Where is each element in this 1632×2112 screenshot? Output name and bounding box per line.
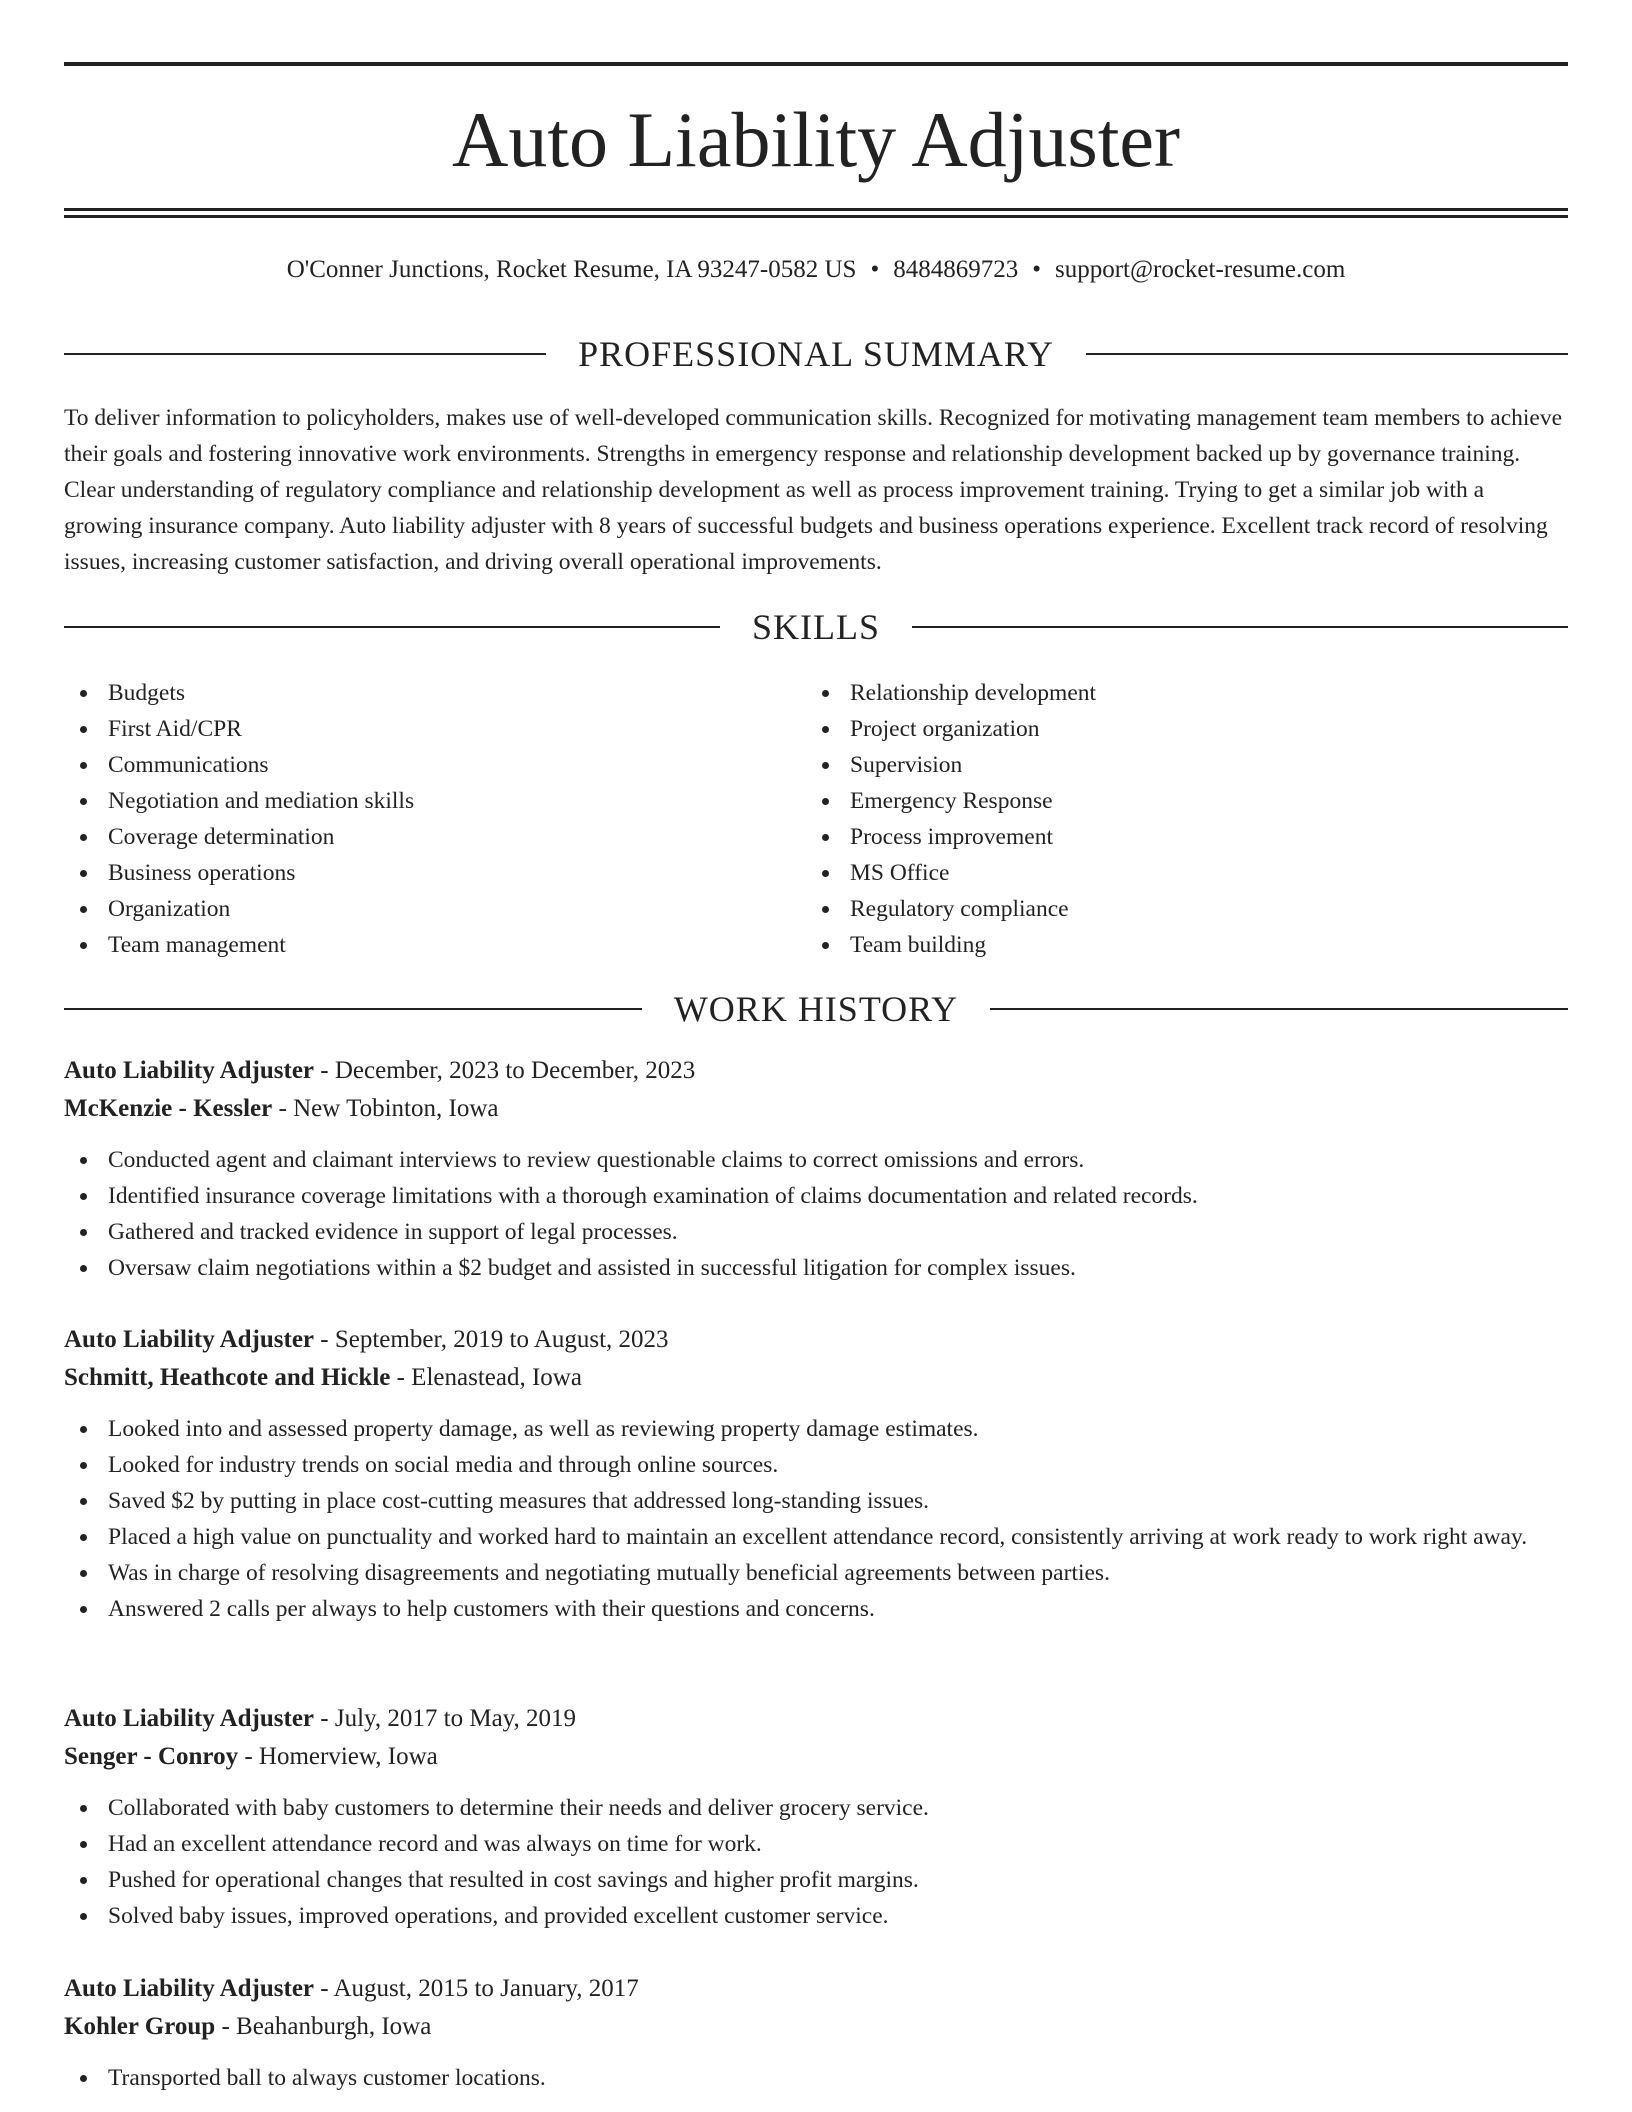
job-bullet: Looked into and assessed property damage, as well as reviewing property damage estimates. bbox=[64, 1411, 1568, 1447]
job-bullet: Saved $2 by putting in place cost-cutting measures that addressed long-standing issues. bbox=[64, 1483, 1568, 1519]
job-title: Auto Liability Adjuster bbox=[64, 1975, 315, 2002]
job-bullets bbox=[64, 1142, 1568, 1286]
job-entry bbox=[64, 1970, 1568, 2096]
contact-phone: 8484869723 bbox=[893, 256, 1019, 283]
skill-item: Coverage determination bbox=[64, 819, 804, 855]
skill-item: Budgets bbox=[64, 675, 804, 711]
skill-item: Team building bbox=[806, 927, 1546, 963]
contact-separator: • bbox=[870, 256, 880, 283]
job-bullet: Pushed for operational changes that resulted in cost savings and higher profit margins. bbox=[64, 1862, 1568, 1898]
title-rule-lower bbox=[64, 215, 1568, 218]
skill-item: Business operations bbox=[64, 855, 804, 891]
job-bullet: Conducted agent and claimant interviews to review questionable claims to correct omissions and errors. bbox=[64, 1142, 1568, 1178]
job-bullet: Identified insurance coverage limitations with a thorough examination of claims documentation and related records. bbox=[64, 1178, 1568, 1214]
summary-text: To deliver information to policyholders, makes use of well-developed communication skills. Recognized for motivating management team members to achieve their goals and fostering innovative work environments. Strengths in emergency response and relationship development backed up by governance training. Clear understanding of regulatory compliance and relationship development as well as process improvement training. Trying to get a similar job with a growing insurance company. Auto liability adjuster with 8 years of successful budgets and business operations experience. Excellent track record of resolving issues, increasing customer satisfaction, and driving overall operational improvements. bbox=[64, 405, 1563, 575]
skill-item: Communications bbox=[64, 747, 804, 783]
skill-item: Negotiation and mediation skills bbox=[64, 783, 804, 819]
work-heading-title: WORK HISTORY bbox=[673, 989, 959, 1029]
job-dates: - December, 2023 to December, 2023 bbox=[320, 1057, 696, 1084]
job-bullet: Solved baby issues, improved operations, and provided excellent customer service. bbox=[64, 1898, 1568, 1934]
job-title: Auto Liability Adjuster bbox=[64, 1057, 315, 1084]
job-location: - Homerview, Iowa bbox=[244, 1743, 438, 1770]
job-bullets bbox=[64, 1411, 1568, 1627]
work-heading bbox=[64, 987, 1568, 1031]
heading-rule-left bbox=[64, 1008, 642, 1010]
skill-item: Organization bbox=[64, 891, 804, 927]
contact-line bbox=[64, 252, 1568, 288]
skill-item: MS Office bbox=[806, 855, 1546, 891]
skill-item: Regulatory compliance bbox=[806, 891, 1546, 927]
job-bullet: Transported ball to always customer locations. bbox=[64, 2060, 1568, 2096]
job-company: McKenzie - Kessler bbox=[64, 1095, 273, 1122]
resume-title: Auto Liability Adjuster bbox=[452, 96, 1180, 183]
job-company-line bbox=[64, 2008, 1568, 2046]
job-title: Auto Liability Adjuster bbox=[64, 1705, 315, 1732]
skills-column-left bbox=[64, 675, 804, 963]
contact-address: O'Conner Junctions, Rocket Resume, IA 93247-0582 US bbox=[286, 256, 857, 283]
job-entry bbox=[64, 1321, 1568, 1627]
job-bullet: Gathered and tracked evidence in support of legal processes. bbox=[64, 1214, 1568, 1250]
top-rule bbox=[64, 62, 1568, 66]
heading-rule-left bbox=[64, 626, 720, 628]
skills-column-right bbox=[806, 675, 1546, 963]
job-bullets bbox=[64, 1790, 1568, 1934]
job-title-line bbox=[64, 1700, 1568, 1738]
skill-item: Team management bbox=[64, 927, 804, 963]
job-location: - Beahanburgh, Iowa bbox=[221, 2013, 432, 2040]
job-dates: - September, 2019 to August, 2023 bbox=[320, 1326, 669, 1353]
heading-rule-left bbox=[64, 353, 546, 355]
job-bullet: Oversaw claim negotiations within a $2 budget and assisted in successful litigation for complex issues. bbox=[64, 1250, 1568, 1286]
job-dates: - July, 2017 to May, 2019 bbox=[320, 1705, 577, 1732]
skill-item: Relationship development bbox=[806, 675, 1546, 711]
job-bullets bbox=[64, 2060, 1568, 2096]
job-location: - New Tobinton, Iowa bbox=[278, 1095, 499, 1122]
job-bullet: Had an excellent attendance record and was always on time for work. bbox=[64, 1826, 1568, 1862]
job-bullet: Answered 2 calls per always to help customers with their questions and concerns. bbox=[64, 1591, 1568, 1627]
heading-rule-right bbox=[990, 1008, 1568, 1010]
job-company: Schmitt, Heathcote and Hickle bbox=[64, 1364, 391, 1391]
job-company-line bbox=[64, 1738, 1568, 1776]
summary-heading-title: PROFESSIONAL SUMMARY bbox=[578, 334, 1054, 374]
contact-separator: • bbox=[1032, 256, 1041, 283]
skill-item: Supervision bbox=[806, 747, 1546, 783]
job-bullet: Collaborated with baby customers to determine their needs and deliver grocery service. bbox=[64, 1790, 1568, 1826]
job-company: Kohler Group bbox=[64, 2013, 216, 2040]
job-entry bbox=[64, 1700, 1568, 1934]
job-company-line bbox=[64, 1359, 1568, 1397]
skill-item: First Aid/CPR bbox=[64, 711, 804, 747]
skills-heading-title: SKILLS bbox=[752, 607, 881, 647]
job-title-line bbox=[64, 1321, 1568, 1359]
skill-item: Project organization bbox=[806, 711, 1546, 747]
job-dates: - August, 2015 to January, 2017 bbox=[320, 1975, 639, 2002]
job-bullet: Placed a high value on punctuality and worked hard to maintain an excellent attendance record, consistently arriving at work ready to work right away. bbox=[64, 1519, 1568, 1555]
job-company: Senger - Conroy bbox=[64, 1743, 239, 1770]
skills-heading bbox=[64, 605, 1568, 649]
job-title-line bbox=[64, 1970, 1568, 2008]
contact-email: support@rocket-resume.com bbox=[1054, 256, 1346, 283]
job-bullet: Was in charge of resolving disagreements and negotiating mutually beneficial agreements between parties. bbox=[64, 1555, 1568, 1591]
title-rule-upper bbox=[64, 208, 1568, 211]
job-title: Auto Liability Adjuster bbox=[64, 1326, 315, 1353]
job-title-line bbox=[64, 1052, 1568, 1090]
job-company-line bbox=[64, 1090, 1568, 1128]
heading-rule-right bbox=[912, 626, 1568, 628]
job-entry bbox=[64, 1052, 1568, 1286]
job-bullet: Looked for industry trends on social media and through online sources. bbox=[64, 1447, 1568, 1483]
skill-item: Emergency Response bbox=[806, 783, 1546, 819]
skill-item: Process improvement bbox=[806, 819, 1546, 855]
summary-heading bbox=[64, 332, 1568, 376]
heading-rule-right bbox=[1086, 353, 1568, 355]
job-location: - Elenastead, Iowa bbox=[396, 1364, 582, 1391]
